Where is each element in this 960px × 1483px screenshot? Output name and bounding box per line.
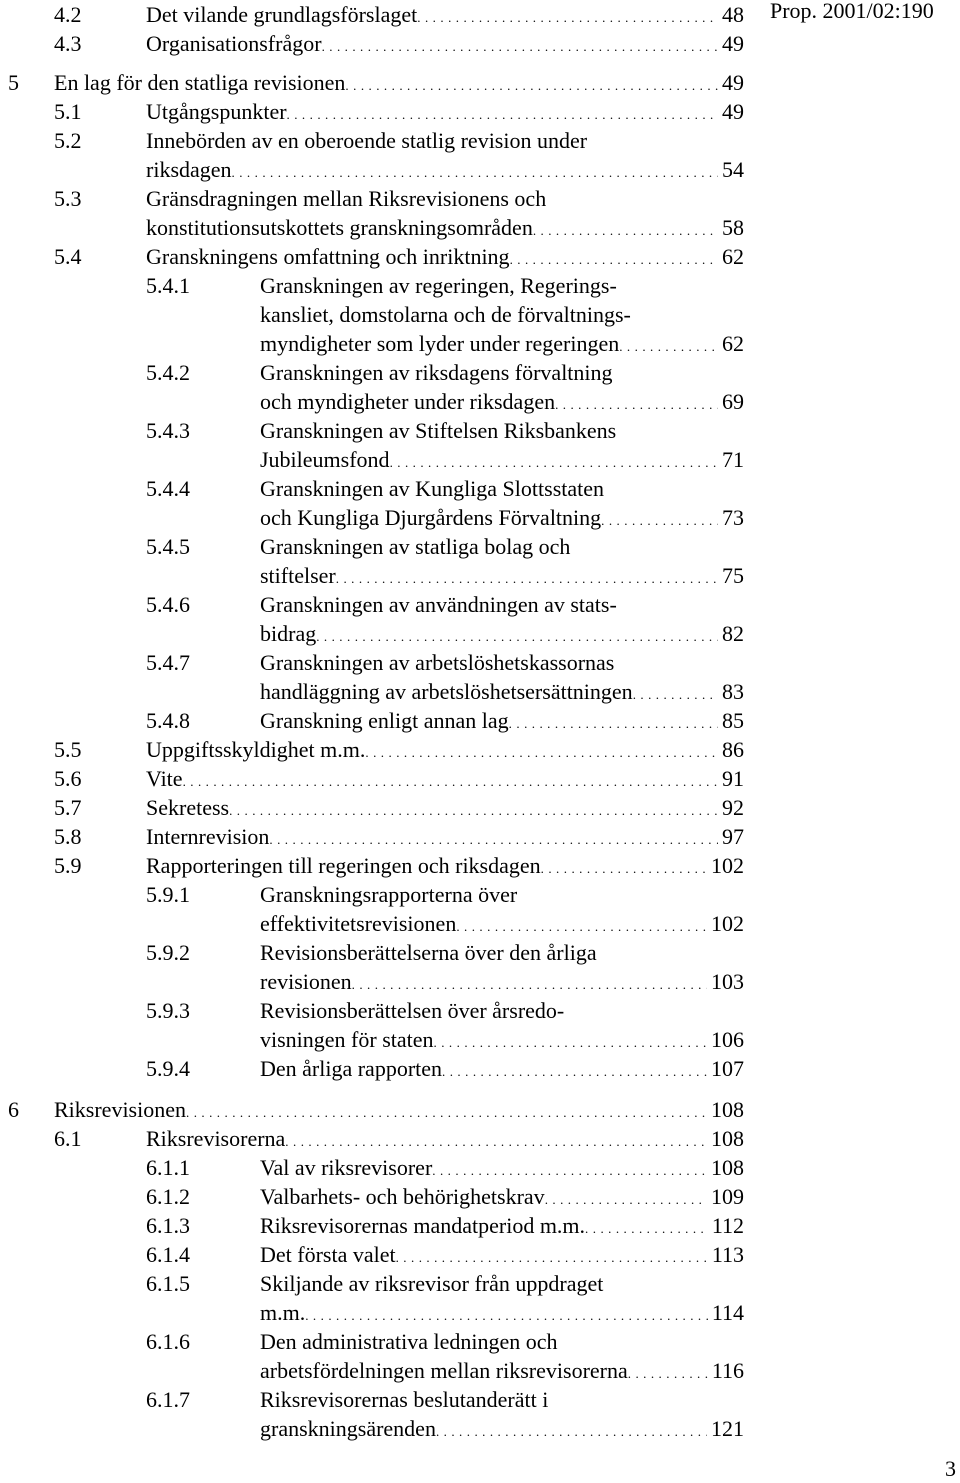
toc-entry-number: 6.1.4: [146, 1242, 190, 1267]
toc-entry-link[interactable]: [260, 706, 744, 735]
toc-entry-number: 5.4.6: [146, 592, 190, 617]
toc-entry-title: handläggning av arbetslöshetsersättningen: [260, 679, 633, 704]
dot-leader: [345, 68, 718, 97]
toc-entry-link[interactable]: [260, 1182, 744, 1211]
dot-leader: [601, 503, 718, 532]
toc-entry-page: 82: [722, 621, 744, 646]
dot-leader: [352, 967, 707, 996]
toc-entry-page: 103: [711, 969, 744, 994]
toc-entry-link[interactable]: [54, 68, 744, 97]
toc-entry-page: 108: [711, 1126, 744, 1151]
toc-entry-number: 6.1.2: [146, 1184, 190, 1209]
toc-entry-link[interactable]: [146, 764, 744, 793]
dot-leader: [322, 29, 718, 58]
toc-entry-page: 113: [711, 1242, 744, 1267]
toc-entry-title: Granskning enligt annan lag: [260, 708, 509, 733]
toc-entry-number: 5.9.4: [146, 1056, 190, 1081]
toc-entry-page: 49: [722, 99, 744, 124]
toc-entry-page: 75: [722, 563, 744, 588]
toc-entry-title: m.m.: [260, 1300, 306, 1325]
toc-entry-page: 92: [722, 795, 744, 820]
dot-leader: [390, 445, 718, 474]
toc-entry-title: stiftelser: [260, 563, 336, 588]
toc-entry-number: 5.9.2: [146, 940, 190, 965]
toc-entry-number: 5.4: [54, 244, 82, 269]
toc-entry-link[interactable]: [260, 1414, 744, 1443]
toc-entry-number: 6.1.6: [146, 1329, 190, 1354]
toc-entry-title-line: Revisionsberättelserna över den årliga: [260, 940, 597, 965]
toc-entry-title: Riksrevisorernas mandatperiod m.m.: [260, 1213, 586, 1238]
toc-entry-number: 5.8: [54, 824, 82, 849]
toc-entry-page: 85: [722, 708, 744, 733]
toc-entry-link[interactable]: [260, 619, 744, 648]
toc-entry-title: konstitutionsutskottets granskningsområden: [146, 215, 533, 240]
toc-entry-page: 106: [711, 1027, 744, 1052]
toc-entry-page: 49: [722, 31, 744, 56]
toc-entry-page: 69: [722, 389, 744, 414]
toc-entry-page: 102: [711, 853, 744, 878]
toc-entry-title: visningen för staten: [260, 1027, 434, 1052]
toc-entry-number: 4.2: [54, 2, 82, 27]
toc-entry-link[interactable]: [146, 0, 744, 29]
toc-entry-title: arbetsfördelningen mellan riksrevisorerna: [260, 1358, 628, 1383]
toc-entry-page: 91: [722, 766, 744, 791]
toc-entry-title-line: kansliet, domstolarna och de förvaltnings-: [260, 302, 631, 327]
toc-entry-number: 5.9: [54, 853, 82, 878]
dot-leader: [510, 242, 718, 271]
toc-entry-number: 5.3: [54, 186, 82, 211]
dot-leader: [417, 0, 718, 29]
toc-entry-title: Riksrevisorerna: [146, 1126, 286, 1151]
toc-entry-number: 6.1.3: [146, 1213, 190, 1238]
dot-leader: [316, 619, 718, 648]
dot-leader: [396, 1240, 708, 1269]
toc-entry-number: 5.2: [54, 128, 82, 153]
toc-entry-page: 48: [722, 2, 744, 27]
toc-entry-title: effektivitetsrevisionen: [260, 911, 457, 936]
toc-entry-page: 107: [711, 1056, 744, 1081]
toc-entry-link[interactable]: [260, 561, 744, 590]
toc-entry-title: Uppgiftsskyldighet m.m.: [146, 737, 366, 762]
dot-leader: [509, 706, 718, 735]
toc-entry-title: myndigheter som lyder under regeringen: [260, 331, 620, 356]
toc-entry-title: En lag för den statliga revisionen: [54, 70, 346, 95]
toc-entry-page: 102: [711, 911, 744, 936]
toc-entry-title: bidrag: [260, 621, 317, 646]
toc-entry-number: 6: [8, 1097, 19, 1122]
toc-entry-title-line: Granskningsrapporterna över: [260, 882, 518, 907]
toc-entry-link[interactable]: [146, 851, 744, 880]
toc-entry-page: 71: [722, 447, 744, 472]
toc-entry-title-line: Granskningen av användningen av stats-: [260, 592, 617, 617]
toc-entry-title-line: Granskningen av regeringen, Regerings-: [260, 273, 617, 298]
toc-entry-page: 108: [711, 1155, 744, 1180]
toc-entry-title-line: Granskningen av arbetslöshetskassornas: [260, 650, 615, 675]
toc-entry-title-line: Granskningen av Stiftelsen Riksbankens: [260, 418, 617, 443]
dot-leader: [436, 1414, 707, 1443]
toc-entry-title: revisionen: [260, 969, 352, 994]
dot-leader: [229, 793, 718, 822]
dot-leader: [336, 561, 718, 590]
toc-entry-title: Granskningens omfattning och inriktning: [146, 244, 510, 269]
toc-entry-link[interactable]: [260, 445, 744, 474]
toc-entry-title: Riksrevisionen: [54, 1097, 186, 1122]
toc-entry-link[interactable]: [146, 822, 744, 851]
toc-entry-page: 114: [711, 1300, 744, 1325]
toc-entry-number: 5.7: [54, 795, 82, 820]
dot-leader: [585, 1211, 708, 1240]
toc-entry-page: 121: [711, 1416, 744, 1441]
toc-entry-title: Jubileumsfond: [260, 447, 390, 472]
toc-entry-page: 97: [722, 824, 744, 849]
toc-entry-number: 5.4.7: [146, 650, 190, 675]
dot-leader: [555, 387, 718, 416]
dot-leader: [232, 155, 718, 184]
toc-entry-link[interactable]: [54, 1095, 744, 1124]
toc-entry-title: Organisationsfrågor: [146, 31, 322, 56]
toc-entry-link[interactable]: [260, 1356, 744, 1385]
toc-entry-number: 5.4.8: [146, 708, 190, 733]
toc-entry-page: 112: [711, 1213, 744, 1238]
toc-entry-link[interactable]: [260, 1298, 744, 1327]
toc-entry-link[interactable]: [260, 329, 744, 358]
toc-entry-title: Utgångspunkter: [146, 99, 287, 124]
dot-leader: [285, 1124, 707, 1153]
toc-entry-link[interactable]: [260, 909, 744, 938]
toc-entry-link[interactable]: [260, 503, 744, 532]
toc-entry-link[interactable]: [146, 97, 744, 126]
toc-entry-number: 5.9.3: [146, 998, 190, 1023]
toc-entry-title: Vite: [146, 766, 183, 791]
toc-entry-title-line: Revisionsberättelsen över årsredo-: [260, 998, 565, 1023]
toc-entry-title-line: Granskningen av statliga bolag och: [260, 534, 571, 559]
toc-entry-number: 5.9.1: [146, 882, 190, 907]
dot-leader: [183, 764, 718, 793]
toc-entry-page: 83: [722, 679, 744, 704]
dot-leader: [545, 1182, 707, 1211]
dot-leader: [269, 822, 718, 851]
dot-leader: [287, 97, 718, 126]
toc-entry-title: riksdagen: [146, 157, 232, 182]
toc-entry-number: 5.4.3: [146, 418, 190, 443]
toc-entry-link[interactable]: [146, 155, 744, 184]
toc-entry-link[interactable]: [146, 793, 744, 822]
toc-entry-title-line: Gränsdragningen mellan Riksrevisionens och: [146, 186, 547, 211]
toc-entry-title: och myndigheter under riksdagen: [260, 389, 556, 414]
toc-entry-page: 54: [722, 157, 744, 182]
toc-entry-page: 62: [722, 331, 744, 356]
toc-entry-title: Valbarhets- och behörighetskrav: [260, 1184, 545, 1209]
toc-entry-title: Det första valet: [260, 1242, 396, 1267]
dot-leader: [619, 329, 718, 358]
toc-entry-number: 6.1.7: [146, 1387, 190, 1412]
toc-entry-page: 109: [711, 1184, 744, 1209]
toc-entry-number: 6.1.5: [146, 1271, 190, 1296]
toc-entry-title-line: Skiljande av riksrevisor från uppdraget: [260, 1271, 604, 1296]
toc-entry-link[interactable]: [260, 967, 744, 996]
dot-leader: [434, 1025, 707, 1054]
toc-entry-number: 5.4.1: [146, 273, 190, 298]
toc-entry-page: 86: [722, 737, 744, 762]
toc-entry-title: Sekretess: [146, 795, 230, 820]
toc-entry-link[interactable]: [260, 1054, 744, 1083]
dot-leader: [432, 1153, 707, 1182]
toc-entry-number: 5.6: [54, 766, 82, 791]
toc-entry-link[interactable]: [260, 1240, 744, 1269]
toc-entry-number: 4.3: [54, 31, 82, 56]
toc-entry-link[interactable]: [260, 387, 744, 416]
dot-leader: [633, 677, 718, 706]
toc-entry-link[interactable]: [146, 213, 744, 242]
toc-entry-page: 62: [722, 244, 744, 269]
toc-entry-link[interactable]: [146, 1124, 744, 1153]
toc-entry-page: 73: [722, 505, 744, 530]
toc-entry-title: granskningsärenden: [260, 1416, 436, 1441]
dot-leader: [628, 1356, 708, 1385]
toc-entry-number: 5.5: [54, 737, 82, 762]
toc-entry-title-line: Innebörden av en oberoende statlig revision under: [146, 128, 588, 153]
toc-entry-number: 5: [8, 70, 19, 95]
toc-entry-number: 6.1.1: [146, 1155, 190, 1180]
page-number: 3: [945, 1456, 956, 1481]
toc-entry-title: Internrevision: [146, 824, 270, 849]
toc-entry-number: 5.4.4: [146, 476, 190, 501]
dot-leader: [186, 1095, 707, 1124]
toc-entry-title: Val av riksrevisorer: [260, 1155, 433, 1180]
dot-leader: [541, 851, 707, 880]
toc-entry-page: 108: [711, 1097, 744, 1122]
toc-entry-number: 6.1: [54, 1126, 82, 1151]
toc-entry-link[interactable]: [146, 242, 744, 271]
toc-entry-title-line: Granskningen av riksdagens förvaltning: [260, 360, 613, 385]
page-header: Prop. 2001/02:190: [770, 0, 934, 23]
toc-entry-title-line: Den administrativa ledningen och: [260, 1329, 558, 1354]
toc-entry-number: 5.4.5: [146, 534, 190, 559]
toc-entry-title-line: Granskningen av Kungliga Slottsstaten: [260, 476, 605, 501]
toc-entry-link[interactable]: [146, 735, 744, 764]
toc-entry-number: 5.4.2: [146, 360, 190, 385]
toc-entry-title-line: Riksrevisorernas beslutanderätt i: [260, 1387, 549, 1412]
toc-entry-title: Det vilande grundlagsförslaget: [146, 2, 418, 27]
toc-entry-link[interactable]: [260, 1025, 744, 1054]
toc-entry-title: Rapporteringen till regeringen och riksdagen: [146, 853, 541, 878]
toc-entry-page: 49: [722, 70, 744, 95]
toc-entry-number: 5.1: [54, 99, 82, 124]
toc-entry-page: 116: [711, 1358, 744, 1383]
toc-entry-link[interactable]: [146, 29, 744, 58]
dot-leader: [442, 1054, 707, 1083]
dot-leader: [533, 213, 718, 242]
dot-leader: [365, 735, 718, 764]
toc-entry-link[interactable]: [260, 1211, 744, 1240]
toc-entry-page: 58: [722, 215, 744, 240]
toc-entry-title: Den årliga rapporten: [260, 1056, 443, 1081]
dot-leader: [456, 909, 707, 938]
dot-leader: [305, 1298, 708, 1327]
toc-entry-title: och Kungliga Djurgårdens Förvaltning: [260, 505, 602, 530]
toc-entry-link[interactable]: [260, 1153, 744, 1182]
toc-entry-link[interactable]: [260, 677, 744, 706]
